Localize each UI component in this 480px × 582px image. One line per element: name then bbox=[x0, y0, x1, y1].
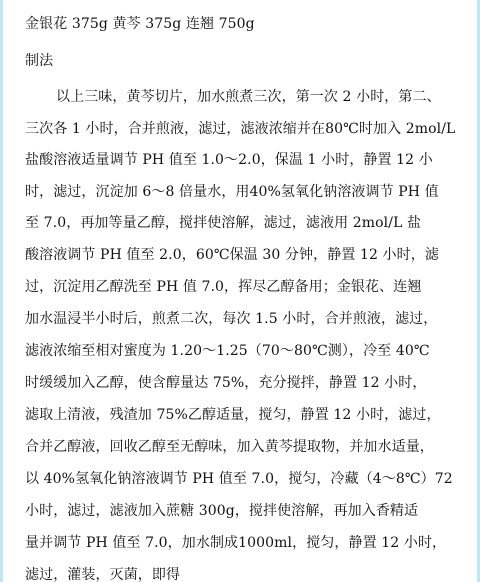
paragraph-line: 时，滤过，沉淀加 6～8 倍量水，用40%氢氧化钠溶液调节 PH 值 bbox=[25, 184, 439, 200]
paragraph-line: 酸溶液调节 PH 值至 2.0，60℃保温 30 分钟，静置 12 小时，滤 bbox=[25, 247, 439, 263]
paragraph-line: 时缓缓加入乙醇，使含醇量达 75%，充分搅拌，静置 12 小时， bbox=[25, 375, 427, 391]
paragraph-line: 加水温浸半小时后，煎煮二次，每次 1.5 小时，合并煎液，滤过， bbox=[25, 311, 438, 327]
paragraph-line: 以 40%氢氧化钠溶液调节 PH 值至 7.0，搅匀，冷藏（4～8℃）72 bbox=[25, 471, 453, 487]
paragraph-line: 小时，滤过，滤液加入蔗糖 300g，搅拌使溶解，再加入香精适 bbox=[25, 503, 419, 519]
paragraph-line: 滤液浓缩至相对蜜度为 1.20～1.25（70～80℃测），冷至 40℃ bbox=[25, 343, 430, 359]
paragraph-line: 以上三味，黄芩切片，加水煎煮三次，第一次 2 小时，第二、 bbox=[56, 89, 441, 105]
paragraph-line: 三次各 1 小时，合并煎液，滤过，滤液浓缩并在80℃时加入 2mol/L bbox=[25, 121, 456, 137]
paragraph-line: 滤过，灌装，灭菌，即得 bbox=[25, 567, 181, 582]
paragraph-line: 滤取上清液，残渣加 75%乙醇适量，搅匀，静置 12 小时，滤过， bbox=[25, 407, 441, 423]
paragraph-line: 过，沉淀用乙醇洗至 PH 值 7.0，挥尽乙醇备用；金银花、连翘 bbox=[25, 279, 422, 295]
paragraph-line: 量并调节 PH 值至 7.0，加水制成1000ml，搅匀，静置 12 小时， bbox=[25, 535, 447, 551]
ingredients-line: 金银花 375g 黄芩 375g 连翘 750g bbox=[25, 16, 255, 32]
paragraph-line: 盐酸溶液适量调节 PH 值至 1.0～2.0，保温 1 小时，静置 12 小 bbox=[25, 152, 433, 168]
paragraph-line: 合并乙醇液，回收乙醇至无醇味，加入黄芩提取物，并加水适量， bbox=[25, 439, 434, 455]
paragraph-line: 至 7.0，再加等量乙醇，搅拌使溶解，滤过，滤液用 2mol/L 盐 bbox=[25, 215, 422, 231]
section-title: 制法 bbox=[25, 53, 54, 69]
